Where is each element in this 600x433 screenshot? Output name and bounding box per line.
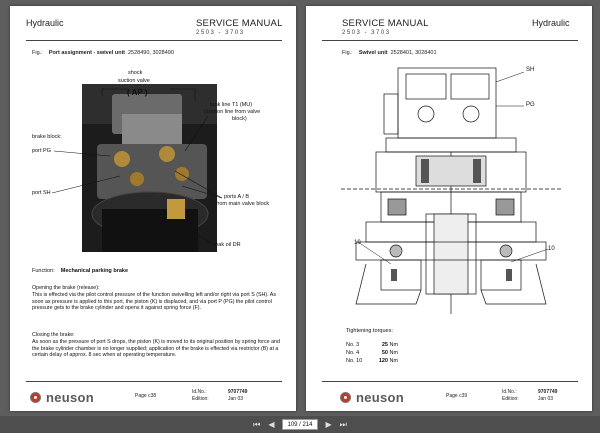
edition-value: Jan 03 bbox=[538, 396, 554, 402]
brand-logo bbox=[340, 390, 404, 405]
label-tank-line-3: block) bbox=[232, 116, 247, 122]
id-value: 9707749 bbox=[228, 389, 248, 395]
label-10-left: 10 bbox=[354, 240, 361, 246]
logo-disc-icon bbox=[340, 392, 351, 403]
section-title: Hydraulic bbox=[26, 18, 64, 28]
opening-text: This is effected via the pilot control pressure of the function swivelling left and/or right via port S (SH). As soon as pressure is applied to this port, the piston (K) is displaced, and via port P (PG) the pilot control pressure gets to the brake cylinder and opens it against spring force (F). bbox=[32, 292, 276, 312]
function-prefix: Function: bbox=[32, 268, 55, 274]
edition-label: Edition: bbox=[502, 396, 519, 402]
first-page-icon[interactable]: ⏮ bbox=[253, 419, 261, 429]
page-indicator-input[interactable]: 109 / 214 bbox=[282, 419, 317, 430]
right-page bbox=[306, 6, 592, 411]
model-code: 2503 - 3703 bbox=[342, 30, 391, 36]
opening-heading: Opening the brake (release): bbox=[32, 285, 100, 291]
torque-row bbox=[346, 358, 416, 364]
label-port-pg: port PG bbox=[32, 148, 51, 154]
prev-page-icon[interactable]: ◀ bbox=[268, 420, 275, 429]
fig-prefix: Fig.: bbox=[32, 50, 43, 56]
label-port-sh: port SH bbox=[32, 190, 51, 196]
closing-text: As soon as the pressure of port S drops, the piston (K) is moved to its original position by spring force and the brake cylinder chamber is no longer supplied; application of the brake is effected via restrictor (B) at a certain delay of approx. 8 sec when at operating temperature. bbox=[32, 339, 280, 359]
torque-row bbox=[346, 342, 416, 348]
brand-logo bbox=[30, 390, 94, 405]
label-pg: PG bbox=[526, 102, 535, 108]
label-ports-ab: ports A / B bbox=[224, 194, 250, 200]
label-ports-ab-2: from main valve block bbox=[216, 201, 270, 207]
label-shock: shock bbox=[128, 70, 143, 76]
torque-title: Tightening torques: bbox=[346, 328, 393, 334]
fig-numbers: 2528401, 3028401 bbox=[390, 50, 437, 56]
fig-prefix: Fig.: bbox=[342, 50, 353, 56]
label-tank-line: tank line T1 (MU) bbox=[210, 102, 253, 108]
page-number: Page c38 bbox=[135, 393, 157, 399]
torque-value: 25 bbox=[381, 342, 388, 348]
torque-value: 50 bbox=[381, 350, 388, 356]
torque-no: No. 4 bbox=[346, 350, 360, 356]
model-code: 2503 - 3703 bbox=[196, 30, 245, 36]
section-title: Hydraulic bbox=[532, 18, 570, 28]
function-line bbox=[32, 268, 128, 274]
torque-value: 120 bbox=[378, 358, 388, 364]
next-page-icon[interactable]: ▶ bbox=[325, 420, 332, 429]
torque-unit: Nm bbox=[389, 358, 399, 364]
footer-rule bbox=[322, 381, 578, 382]
label-ap: ( AP ) bbox=[127, 88, 148, 97]
swivel-unit-section-drawing bbox=[326, 64, 576, 319]
edition-value: Jan 03 bbox=[228, 396, 244, 402]
id-value: 9707749 bbox=[538, 389, 558, 395]
function-title: Mechanical parking brake bbox=[60, 268, 128, 274]
page-number: Page c39 bbox=[446, 393, 468, 399]
label-sh: SH bbox=[526, 67, 535, 73]
brand-name: neuson bbox=[356, 390, 405, 405]
torque-unit: Nm bbox=[389, 350, 399, 356]
label-10-right: 10 bbox=[548, 246, 555, 252]
header-rule bbox=[322, 40, 578, 41]
label-leak-oil: leak oil DR bbox=[214, 242, 241, 248]
logo-disc-icon bbox=[30, 392, 41, 403]
fig-title: Swivel unit bbox=[358, 50, 388, 56]
brand-name: neuson bbox=[46, 390, 95, 405]
figure-caption bbox=[342, 50, 437, 56]
fig-title: Port assignment - swivel unit bbox=[48, 50, 125, 56]
footer-rule bbox=[26, 381, 282, 382]
left-page bbox=[10, 6, 296, 411]
fig-numbers: 2528490, 3028490 bbox=[128, 50, 174, 56]
torque-no: No. 3 bbox=[346, 342, 360, 348]
label-suction-valve: suction valve bbox=[118, 78, 150, 84]
edition-label: Edition: bbox=[192, 396, 209, 402]
torque-row bbox=[346, 350, 416, 356]
label-tank-line-2: (suction line from valve bbox=[204, 109, 261, 115]
torque-no: No. 10 bbox=[346, 358, 363, 364]
page-navigation-bar bbox=[0, 416, 600, 433]
manual-title: SERVICE MANUAL bbox=[196, 18, 283, 29]
manual-title: SERVICE MANUAL bbox=[342, 18, 429, 29]
closing-heading: Closing the brake: bbox=[32, 332, 75, 338]
torque-unit: Nm bbox=[389, 342, 399, 348]
label-brake-block: brake block: bbox=[32, 134, 62, 140]
last-page-icon[interactable]: ⏭ bbox=[339, 419, 347, 429]
id-label: Id.No.: bbox=[502, 389, 517, 395]
leader-lines bbox=[10, 6, 296, 266]
id-label: Id.No.: bbox=[192, 389, 207, 395]
